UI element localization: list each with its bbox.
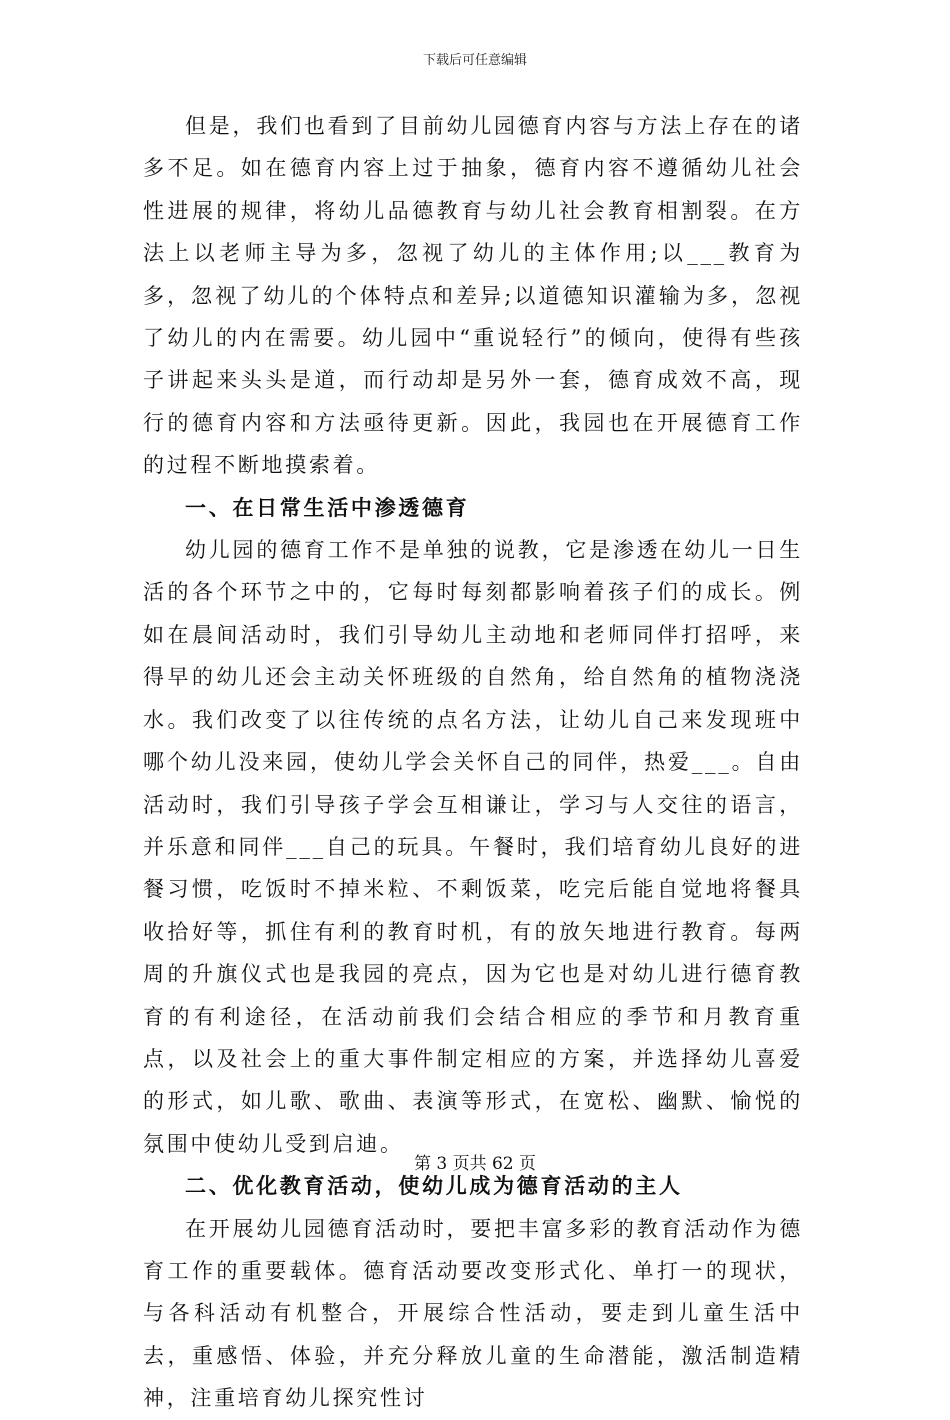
section-heading-2: 二、优化教育活动，使幼儿成为德育活动的主人 (185, 1173, 683, 1199)
paragraph-3: 在开展幼儿园德育活动时，要把丰富多彩的教育活动作为德育工作的重要载体。德育活动要改变形式化、单打一的现状，与各科活动有机整合，开展综合性活动，要走到儿童生活中去，重感悟、体验，并充分释放儿童的生命潜能，激活制造精神，注重培育幼儿探究性讨 (143, 1216, 803, 1411)
page-number-footer: 第 3 页共 62 页 (413, 1154, 537, 1174)
paragraph-1: 但是，我们也看到了目前幼儿园德育内容与方法上存在的诸多不足。如在德育内容上过于抽象，德育内容不遵循幼儿社会性进展的规律，将幼儿品德教育与幼儿社会教育相割裂。在方法上以老师主导为多，忽视了幼儿的主体作用;以___教育为多，忽视了幼儿的个体特点和差异;以道德知识灌输为多，忽视了幼儿的内在需要。幼儿园中“重说轻行”的倾向，使得有些孩子讲起来头头是道，而行动却是另外一套，德育成效不高，现行的德育内容和方法亟待更新。因此，我园也在开展德育工作的过程不断地摸索着。 (143, 114, 803, 478)
paragraph-2: 幼儿园的德育工作不是单独的说教，它是渗透在幼儿一日生活的各个环节之中的，它每时每刻都影响着孩子们的成长。例如在晨间活动时，我们引导幼儿主动地和老师同伴打招呼，来得早的幼儿还会主动关怀班级的自然角，给自然角的植物浇浇水。我们改变了以往传统的点名方法，让幼儿自己来发现班中哪个幼儿没来园，使幼儿学会关怀自己的同伴，热爱___。自由活动时，我们引导孩子学会互相谦让，学习与人交往的语言，并乐意和同伴___自己的玩具。午餐时，我们培育幼儿良好的进餐习惯，吃饭时不掉米粒、不剩饭菜，吃完后能自觉地将餐具收拾好等，抓住有利的教育时机，有的放矢地进行教育。每两周的升旗仪式也是我园的亮点，因为它也是对幼儿进行德育教育的有利途径，在活动前我们会结合相应的季节和月教育重点，以及社会上的重大事件制定相应的方案，并选择幼儿喜爱的形式，如儿歌、歌曲、表演等形式，在宽松、幽默、愉悦的氛围中使幼儿受到启迪。 (143, 538, 803, 1156)
section-heading-1: 一、在日常生活中渗透德育 (185, 494, 470, 520)
page-header-note: 下载后可任意编辑 (422, 53, 527, 68)
document-body (143, 105, 803, 1420)
